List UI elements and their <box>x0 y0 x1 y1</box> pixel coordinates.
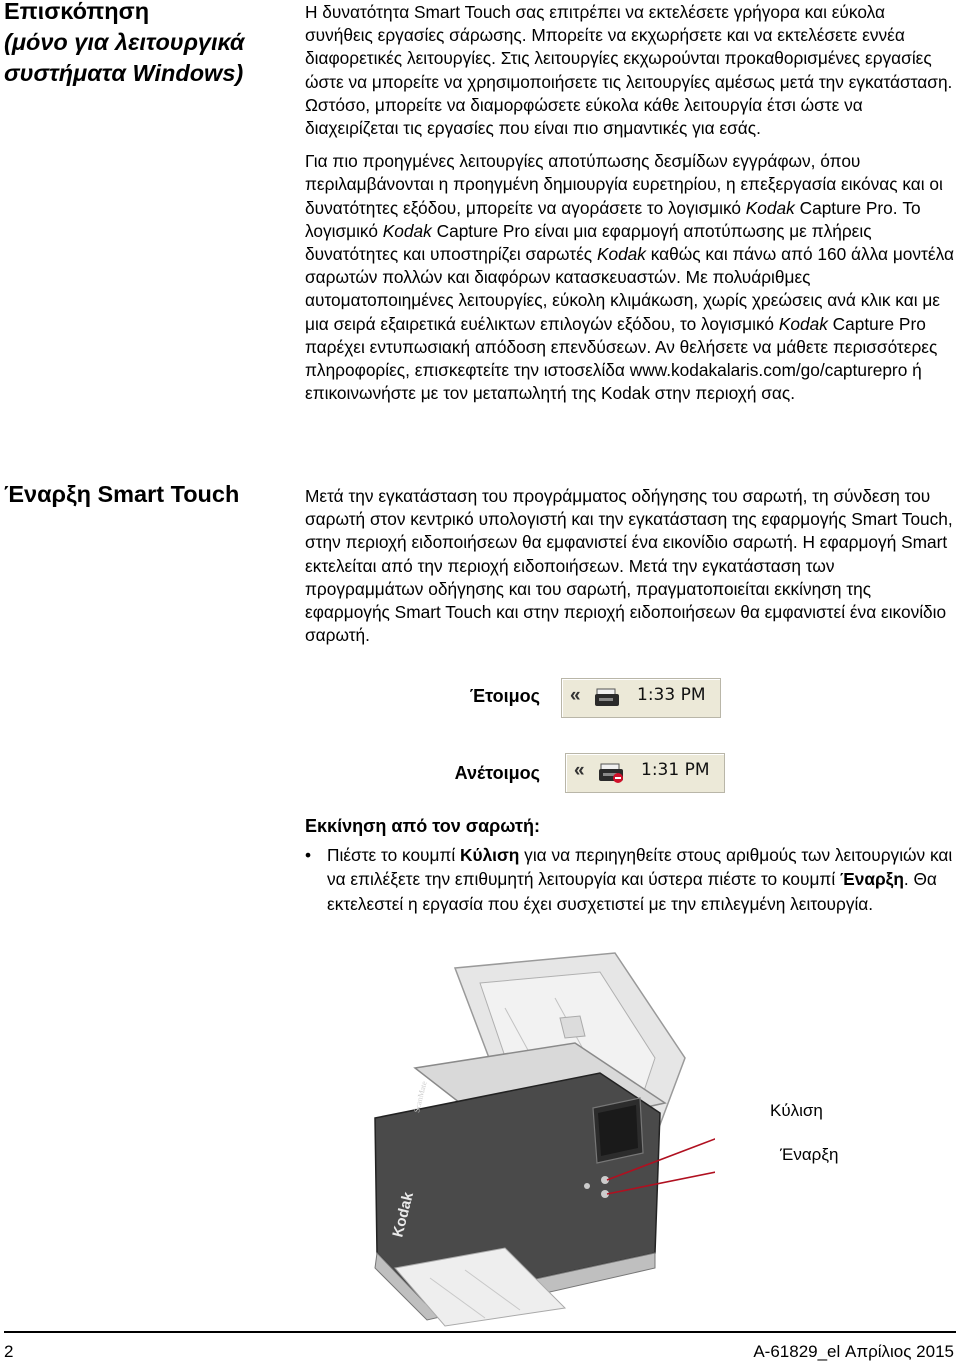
scanner-model-label: ScanMate <box>412 1080 429 1114</box>
scanner-ready-icon <box>594 685 620 709</box>
overview-body <box>305 1 957 415</box>
smart-touch-heading: Έναρξη Smart Touch <box>4 481 240 507</box>
start-callout-label: Έναρξη <box>780 1145 839 1164</box>
bullet-symbol: • <box>305 845 312 865</box>
tray-ready-time: 1:33 PM <box>637 685 706 705</box>
smart-touch-body <box>305 485 957 657</box>
smart-touch-paragraph: Μετά την εγκατάσταση του προγράμματος οδήγησης του σαρωτή, τη σύνδεση του σαρωτή στον κεντρικό υπολογιστή και την εγκατάσταση της εφαρμογής Smart Touch, στην περιοχή ειδοποιήσεων θα εμφανιστεί ένα εικονίδιο σαρωτή. Η εφαρμογή Smart εκτελείται από την περιοχή ειδοποιήσεων. Μετά την εγκατάσταση των προγραμμάτων οδήγησης και του σαρωτή, πραγματοποιείται εκκίνηση της εφαρμογής Smart Touch και στην περιοχή ειδοποιήσεων θα εμφανιστεί ένα εικονίδιο σαρωτή. <box>305 486 953 646</box>
footer-divider <box>4 1331 956 1333</box>
overview-subtitle-line2: συστήματα Windows) <box>4 60 244 86</box>
ready-label: Έτοιμος <box>469 686 540 706</box>
chevron-left-icon: « <box>574 760 583 781</box>
scroll-callout-label: Κύλιση <box>770 1101 823 1120</box>
start-from-scanner-title: Εκκίνηση από τον σαρωτή: <box>305 816 541 836</box>
tray-not-ready <box>565 753 725 793</box>
overview-title: Επισκόπηση <box>4 0 150 24</box>
overview-paragraph-2: Για πιο προηγμένες λειτουργίες αποτύπωσης δεσμίδων εγγράφων, όπου περιλαμβάνονται η προηγμένη δημιουργία ευρετηρίου, η επεξεργασία εικόνας και οι δυνατότητες εξόδου, μπορείτε να αγοράσετε το λογισμικό Kodak Capture Pro. Το λογισμικό Kodak Capture Pro είναι μια εφαρμογή αποτύπωσης με πλήρεις δυνατότητες και υποστηρίζει σαρωτές Kodak καθώς και πάνω από 160 άλλα μοντέλα σαρωτών πολλών και διαφόρων κατασκευαστών. Με πολυάριθμες αυτοματοποιημένες λειτουργίες, εύκολη κλιμάκωση, χωρίς χρεώσεις ανά κλικ και με μια σειρά εξαιρετικά ευέλικτων επιλογών εξόδου, το λογισμικό Kodak Capture Pro παρέχει εντυπωσιακή απόδοση επενδύσεων. Αν θελήσετε να μάθετε περισσότερες πληροφορίες, επισκεφτείτε την ιστοσελίδα www.kodakalaris.com/go/capturepro ή επικοινωνήστε με τον μεταπωλητή της Kodak στην περιοχή σας. <box>305 151 954 404</box>
tray-not-ready-time: 1:31 PM <box>641 760 710 780</box>
start-instruction-text: Πιέστε το κουμπί Κύλιση για να περιηγηθείτε στους αριθμούς των λειτουργιών και να επιλέξετε την επιθυμητή λειτουργία και ύστερα πιέστε το κουμπί Έναρξη. Θα εκτελεστεί η εργασία που έχει συσχετιστεί με την επιλεγμένη λειτουργία. <box>327 845 953 914</box>
overview-subtitle-line1: (μόνο για λειτουργικά <box>4 29 245 55</box>
not-ready-label: Ανέτοιμος <box>454 763 540 783</box>
start-instruction-item <box>305 843 955 916</box>
scanner-not-ready-icon <box>598 760 624 784</box>
page-number: 2 <box>4 1342 14 1361</box>
scanner-brand-label: Kodak <box>389 1190 417 1239</box>
tray-ready <box>561 678 721 718</box>
scanner-illustration <box>355 948 715 1328</box>
chevron-left-icon: « <box>570 685 579 706</box>
overview-heading <box>4 0 284 89</box>
document-id: A-61829_el Απρίλιος 2015 <box>753 1342 954 1361</box>
overview-paragraph-1: Η δυνατότητα Smart Touch σας επιτρέπει να εκτελέσετε γρήγορα και εύκολα συνήθεις εργασίες σάρωσης. Μπορείτε να εκχωρήσετε και να εκτελέσετε εννέα διαφορετικές λειτουργίες. Στις λειτουργίες εκχωρούνται προκαθορισμένες εργασίες ώστε να μπορείτε να χρησιμοποιήσετε τις λειτουργίες αμέσως μετά την εγκατάσταση. Ωστόσο, μπορείτε να διαμορφώσετε εύκολα κάθε λειτουργία έτσι ώστε να διαχειρίζεται τις εργασίες που είναι πιο σημαντικές για εσάς. <box>305 2 953 139</box>
